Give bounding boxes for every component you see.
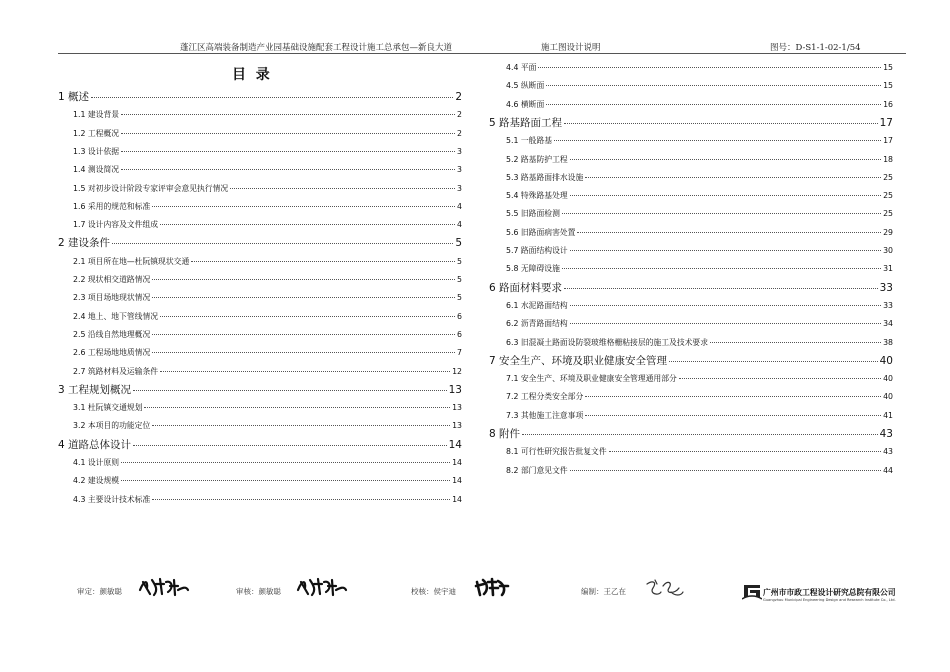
toc-page-number: 14 [452, 458, 462, 467]
toc-page-number: 14 [452, 494, 462, 504]
toc-entry-title: 3.2 本项目的功能定位 [73, 421, 151, 431]
company-english-name: Guangzhou Municipal Engineering Design and Research Institute Co., Ltd. [763, 598, 896, 602]
reviewer-signature [296, 576, 348, 598]
toc-dot-leader [585, 177, 881, 178]
checker-label: 校核：侯宇迪 [411, 587, 456, 596]
toc-section-entry [506, 99, 893, 110]
toc-entry-title: 6.3 旧混凝土路面设防裂玻维格栅粘接层的施工及技术要求 [506, 337, 709, 347]
toc-dot-leader [152, 334, 455, 335]
toc-entry-title: 1.4 测设简况 [73, 165, 120, 175]
toc-entry-title: 2.1 项目所在地—杜阮镇现状交通 [73, 256, 190, 266]
project-name: 蓬江区高端装备制造产业园基础设施配套工程设计施工总承包—新良大道 [180, 43, 453, 53]
toc-page-number: 33 [883, 300, 893, 310]
toc-section-entry [73, 311, 462, 322]
toc-page-number: 25 [883, 191, 893, 201]
toc-dot-leader [191, 261, 455, 262]
toc-page-number: 5 [457, 256, 462, 266]
checker-signature [474, 576, 510, 598]
toc-dot-leader [152, 425, 450, 426]
toc-entry-title: 6.1 水泥路面结构 [506, 300, 568, 310]
toc-entry-title: 1.2 工程概况 [73, 128, 120, 138]
toc-page-number: 2 [455, 91, 462, 103]
toc-dot-leader [710, 342, 881, 343]
toc-page-number: 31 [883, 264, 893, 274]
toc-entry-title: 7.2 工程分类安全部分 [506, 392, 584, 402]
toc-entry-title: 4.3 主要设计技术标准 [73, 494, 151, 504]
toc-dot-leader [546, 104, 881, 105]
toc-page-number: 13 [448, 383, 462, 396]
toc-page-number: 12 [452, 366, 462, 376]
toc-dot-leader [585, 396, 881, 397]
toc-dot-leader [152, 206, 455, 207]
toc-page-number: 14 [448, 438, 462, 451]
toc-entry-title: 2 建设条件 [58, 237, 111, 250]
toc-dot-leader [121, 480, 450, 481]
toc-dot-leader [570, 159, 881, 160]
toc-section-entry [73, 128, 462, 139]
toc-section-entry [73, 164, 462, 175]
toc-entry-title: 6 路面材料要求 [489, 281, 563, 294]
toc-entry-title: 8.2 部门意见文件 [506, 465, 568, 475]
drawing-number: 图号：D-S1-1-02-1/54 [770, 43, 861, 53]
header-rule [58, 53, 906, 54]
toc-dot-leader [562, 213, 881, 214]
toc-page-number: 43 [879, 428, 893, 440]
toc-page-number: 2 [457, 128, 462, 138]
toc-entry-title: 3.1 杜阮镇交通规划 [73, 403, 143, 413]
compiler-signature [643, 576, 685, 600]
toc-section-entry [506, 373, 893, 384]
toc-chapter-entry [58, 235, 462, 250]
toc-page-number: 34 [883, 319, 893, 329]
toc-section-entry [73, 256, 462, 267]
toc-entry-title: 7.3 其他施工注意事项 [506, 410, 584, 420]
toc-page-number: 5 [457, 293, 462, 303]
toc-dot-leader [152, 297, 455, 298]
toc-dot-leader [152, 499, 450, 500]
toc-section-entry [506, 410, 893, 421]
toc-dot-leader [554, 140, 881, 141]
toc-page-number: 5 [457, 275, 462, 284]
toc-section-entry [506, 80, 893, 91]
toc-chapter-entry [489, 426, 893, 441]
toc-section-entry [73, 146, 462, 157]
toc-dot-leader [121, 133, 455, 134]
toc-entry-title: 1.7 设计内容及文件组成 [73, 220, 159, 230]
toc-section-entry [506, 337, 893, 348]
toc-section-entry [73, 329, 462, 340]
toc-dot-leader [585, 415, 881, 416]
toc-entry-title: 7.1 安全生产、环境及职业健康安全管理通用部分 [506, 374, 677, 384]
toc-page-number: 13 [452, 403, 462, 413]
toc-entry-title: 5.6 旧路面病害处置 [506, 227, 576, 237]
toc-page-number: 38 [883, 337, 893, 347]
toc-dot-leader [133, 390, 447, 391]
toc-section-entry [73, 402, 462, 413]
toc-dot-leader [564, 123, 878, 124]
toc-page-number: 25 [883, 209, 893, 219]
toc-section-entry [506, 391, 893, 402]
toc-page-number: 14 [452, 476, 462, 486]
toc-dot-leader [91, 97, 453, 98]
toc-entry-title: 4.5 纵断面 [506, 81, 545, 91]
reviewer-label: 审核：颜敏聪 [236, 587, 281, 596]
toc-entry-title: 2.6 工程场地地质情况 [73, 348, 151, 358]
toc-entry-title: 7 安全生产、环境及职业健康安全管理 [489, 354, 668, 367]
toc-section-entry [73, 347, 462, 358]
toc-dot-leader [570, 470, 881, 471]
toc-entry-title: 1.6 采用的规范和标准 [73, 201, 151, 211]
toc-section-entry [73, 274, 462, 285]
toc-entry-title: 4.4 平面 [506, 63, 537, 72]
toc-section-entry [73, 366, 462, 377]
toc-page-number: 6 [457, 329, 462, 339]
toc-chapter-entry [489, 280, 893, 295]
approver-signature [138, 576, 190, 598]
toc-page-number: 5 [455, 237, 462, 250]
toc-dot-leader [121, 462, 450, 463]
toc-dot-leader [152, 352, 455, 353]
toc-page-number: 41 [883, 410, 893, 420]
toc-entry-title: 4.1 设计原则 [73, 458, 120, 467]
toc-dot-leader [230, 188, 455, 189]
toc-section-entry [506, 446, 893, 457]
toc-chapter-entry [489, 353, 893, 368]
toc-entry-title: 5 路基路面工程 [489, 116, 563, 129]
toc-page-number: 15 [883, 63, 893, 72]
toc-section-entry [73, 219, 462, 230]
toc-dot-leader [570, 195, 881, 196]
toc-dot-leader [112, 243, 453, 244]
toc-entry-title: 5.1 一般路基 [506, 136, 553, 146]
toc-section-entry [506, 135, 893, 146]
toc-dot-leader [160, 371, 450, 372]
toc-page-number: 40 [883, 374, 893, 384]
toc-dot-leader [121, 114, 455, 115]
toc-section-entry [73, 494, 462, 505]
toc-dot-leader [152, 279, 455, 280]
compiler-label: 编制：王乙在 [581, 587, 626, 596]
toc-page-number: 16 [883, 99, 893, 109]
toc-entry-title: 1.1 建设背景 [73, 110, 120, 120]
company-name: 广州市市政工程设计研究总院有限公司 [763, 588, 896, 597]
toc-entry-title: 8 附件 [489, 428, 521, 440]
toc-section-entry [506, 62, 893, 73]
toc-dot-leader [564, 288, 878, 289]
document-title: 施工图设计说明 [541, 43, 601, 53]
toc-page-number: 40 [879, 354, 893, 367]
toc-dot-leader [522, 434, 878, 435]
toc-page-number: 29 [883, 227, 893, 237]
toc-page-number: 25 [883, 172, 893, 182]
toc-entry-title: 4.6 横断面 [506, 99, 545, 109]
toc-chapter-entry [58, 437, 462, 452]
toc-section-entry [73, 109, 462, 120]
toc-entry-title: 1 概述 [58, 91, 90, 103]
toc-dot-leader [160, 224, 455, 225]
toc-section-entry [506, 465, 893, 476]
toc-section-entry [506, 154, 893, 165]
toc-entry-title: 2.3 项目场地现状情况 [73, 293, 151, 303]
toc-page-number: 4 [457, 220, 462, 230]
toc-section-entry [506, 190, 893, 201]
toc-entry-title: 2.7 筑路材料及运输条件 [73, 366, 159, 376]
toc-dot-leader [160, 316, 455, 317]
toc-dot-leader [121, 169, 455, 170]
toc-dot-leader [570, 323, 881, 324]
toc-section-entry [73, 457, 462, 468]
toc-dot-leader [679, 378, 881, 379]
toc-page-number: 13 [452, 421, 462, 431]
toc-entry-title: 5.8 无障碍设施 [506, 264, 560, 274]
toc-section-entry [506, 208, 893, 219]
toc-dot-leader [144, 407, 450, 408]
toc-page-number: 6 [457, 311, 462, 321]
toc-section-entry [506, 263, 893, 274]
toc-entry-title: 4 道路总体设计 [58, 438, 132, 451]
toc-entry-title: 5.7 路面结构设计 [506, 246, 568, 255]
toc-entry-title: 5.2 路基防护工程 [506, 154, 568, 164]
toc-page-number: 17 [879, 116, 893, 129]
toc-page-number: 2 [457, 110, 462, 120]
toc-entry-title: 5.4 特殊路基处理 [506, 191, 568, 201]
toc-entry-title: 5.5 旧路面检测 [506, 209, 560, 219]
toc-dot-leader [538, 67, 881, 68]
toc-page-number: 44 [883, 465, 893, 475]
toc-dot-leader [133, 445, 447, 446]
toc-entry-title: 1.5 对初步设计阶段专家评审会意见执行情况 [73, 183, 229, 193]
toc-chapter-entry [58, 382, 462, 397]
toc-entry-title: 8.1 可行性研究报告批复文件 [506, 447, 607, 457]
toc-page-number: 3 [457, 165, 462, 175]
toc-dot-leader [570, 305, 881, 306]
toc-dot-leader [121, 151, 455, 152]
toc-chapter-entry [58, 89, 462, 104]
toc-entry-title: 5.3 路基路面排水设施 [506, 172, 584, 182]
toc-dot-leader [577, 232, 881, 233]
toc-page-number: 33 [879, 281, 893, 294]
toc-section-entry [506, 172, 893, 183]
toc-page-number: 17 [883, 136, 893, 146]
toc-dot-leader [669, 361, 878, 362]
toc-entry-title: 1.3 设计依据 [73, 146, 120, 156]
toc-page-number: 3 [457, 183, 462, 193]
toc-page-number: 4 [457, 201, 462, 211]
toc-section-entry [73, 292, 462, 303]
company-logo-icon [742, 581, 762, 601]
toc-section-entry [73, 183, 462, 194]
approver-label: 审定：颜敏聪 [77, 587, 122, 596]
toc-dot-leader [546, 85, 881, 86]
toc-dot-leader [562, 268, 881, 269]
toc-section-entry [506, 318, 893, 329]
toc-entry-title: 2.2 现状相交道路情况 [73, 275, 151, 284]
toc-section-entry [73, 201, 462, 212]
toc-section-entry [506, 227, 893, 238]
toc-page-number: 30 [883, 246, 893, 255]
toc-section-entry [506, 300, 893, 311]
toc-page-number: 40 [883, 392, 893, 402]
toc-page-number: 3 [457, 146, 462, 156]
toc-entry-title: 4.2 建设规模 [73, 476, 120, 486]
toc-section-entry [73, 475, 462, 486]
toc-entry-title: 3 工程规划概况 [58, 383, 132, 396]
toc-section-entry [506, 245, 893, 256]
page-title: 目 录 [232, 67, 270, 83]
toc-page-number: 7 [457, 348, 462, 358]
toc-page-number: 18 [883, 154, 893, 164]
toc-entry-title: 2.5 沿线自然地理概况 [73, 329, 151, 339]
toc-dot-leader [570, 250, 881, 251]
toc-chapter-entry [489, 115, 893, 130]
toc-dot-leader [609, 451, 881, 452]
toc-entry-title: 6.2 沥青路面结构 [506, 319, 568, 329]
toc-page-number: 43 [883, 447, 893, 457]
toc-entry-title: 2.4 地上、地下管线情况 [73, 311, 159, 321]
toc-page-number: 15 [883, 81, 893, 91]
toc-section-entry [73, 420, 462, 431]
